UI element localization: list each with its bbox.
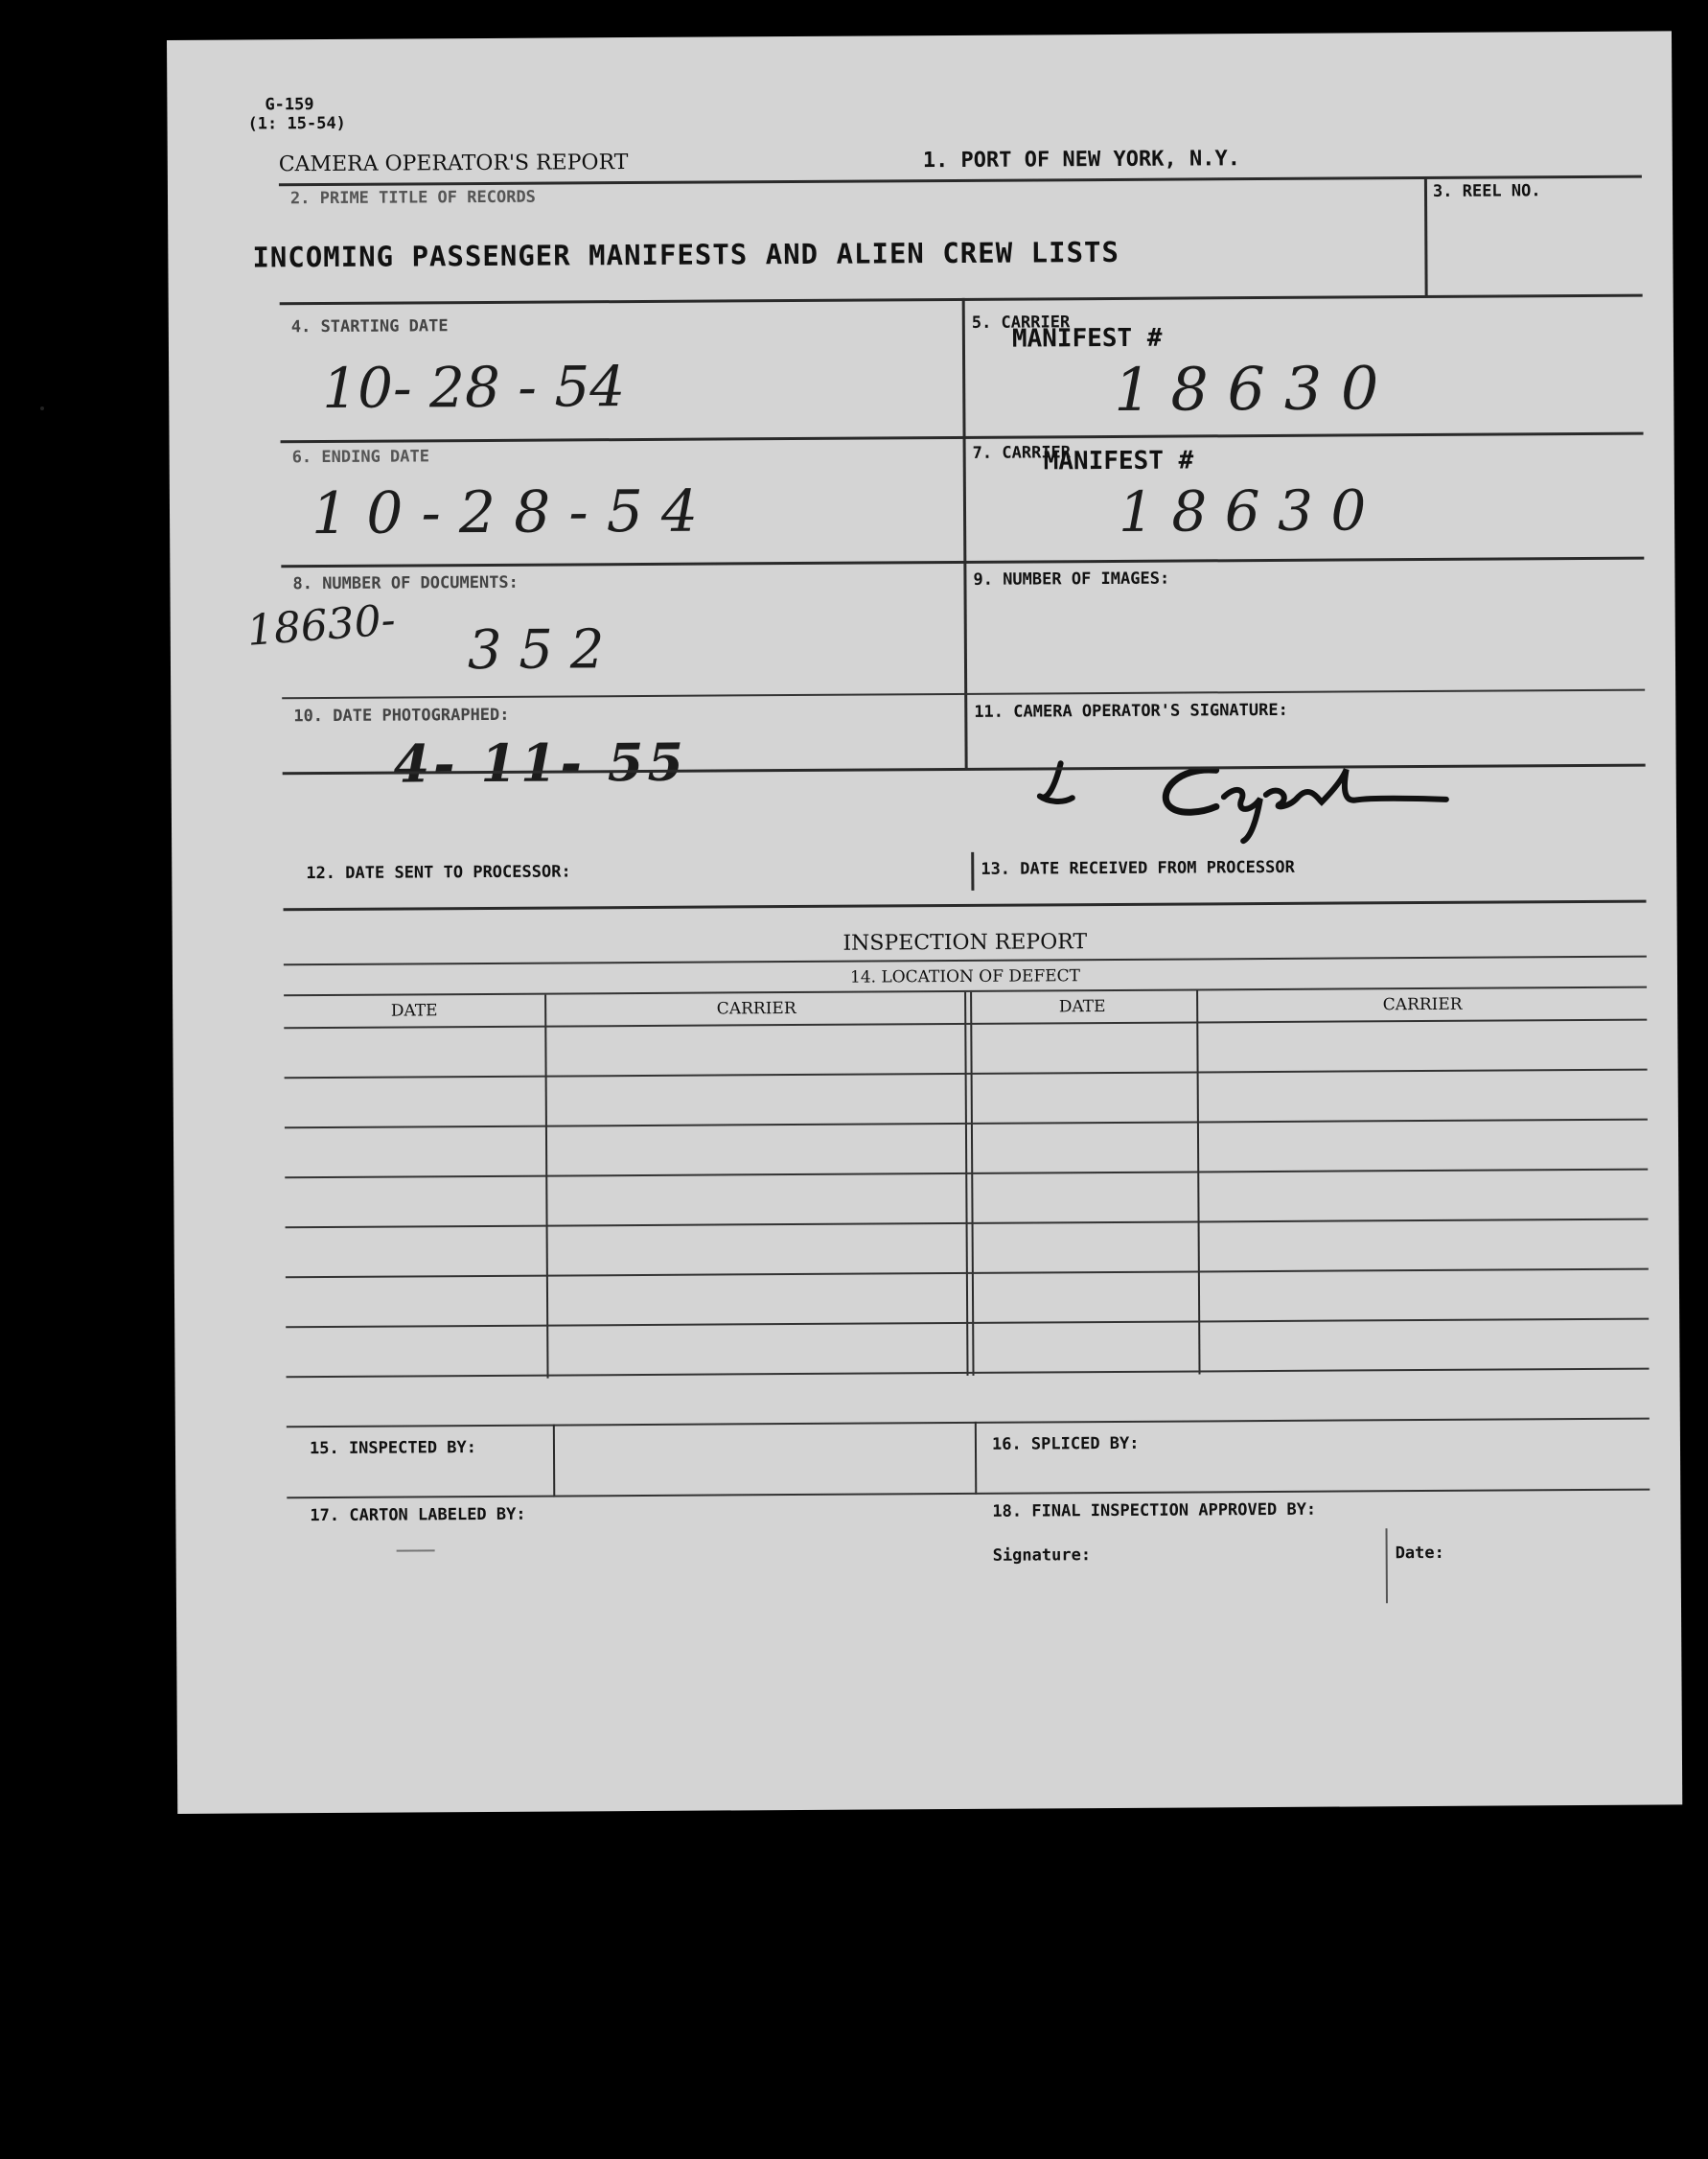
inspected-by-label: 15. INSPECTED BY: [309,1438,477,1459]
number-of-documents-prefix: 18630- [245,595,398,656]
carton-labeled-by-label: 17. CARTON LABELED BY: [310,1504,526,1526]
rule [970,992,974,1376]
date-sent-label: 12. DATE SENT TO PROCESSOR: [306,862,571,884]
table-row [287,1418,1650,1428]
spliced-by-label: 16. SPLICED BY: [991,1433,1140,1454]
records-title-label: 2. PRIME TITLE OF RECORDS [289,187,536,209]
col-header-date-1: DATE [390,1001,438,1021]
manifest-stamp-5: MANIFEST # [1011,323,1163,354]
starting-date-value: 10- 28 - 54 [322,354,626,422]
ending-date-label: 6. ENDING DATE [291,447,430,468]
rule [553,1425,555,1497]
rule [544,995,548,1379]
rule [1196,990,1200,1374]
signature-label: Signature: [992,1545,1092,1566]
rule [280,294,1643,306]
rule [1386,1528,1388,1603]
form-number: G-159 [265,95,314,115]
form-title: CAMERA OPERATOR'S REPORT [278,151,629,177]
col-header-date-2: DATE [1058,997,1106,1017]
scan-speck [40,406,44,410]
rule [1424,176,1428,296]
reel-no-label: 3. REEL NO. [1432,181,1541,201]
manifest-stamp-7: MANIFEST # [1043,446,1194,476]
form-sheet [167,31,1682,1814]
carrier-7-label: 7. CARRIER [972,443,1072,463]
carrier-5-value: 1 8 6 3 0 [1114,353,1379,425]
rule [287,1489,1650,1499]
final-inspection-label: 18. FINAL INSPECTION APPROVED BY: [992,1499,1317,1521]
inspection-report-title: INSPECTION REPORT [842,930,1088,956]
col-header-carrier-1: CARRIER [716,999,796,1019]
col-header-carrier-2: CARRIER [1382,994,1463,1015]
rule [284,900,1647,912]
rule [971,852,974,891]
port-field: 1. PORT OF NEW YORK, N.Y. [922,147,1240,174]
rule [964,992,968,1376]
date-photographed-label: 10. DATE PHOTOGRAPHED: [293,705,510,727]
rule [962,298,968,770]
operator-signature-label: 11. CAMERA OPERATOR'S SIGNATURE: [974,700,1288,722]
date-received-label: 13. DATE RECEIVED FROM PROCESSOR [981,857,1295,879]
ending-date-value: 1 0 - 2 8 - 5 4 [311,477,699,548]
rule [975,1422,977,1495]
carrier-7-value: 1 8 6 3 0 [1118,477,1367,545]
form-date: (1: 15-54) [247,113,346,134]
number-of-images-label: 9. NUMBER OF IMAGES: [973,569,1170,590]
carrier-5-label: 5. CARRIER [971,313,1071,333]
date-photographed-value: 4- 11- 55 [393,731,688,795]
date-label: Date: [1395,1543,1444,1564]
starting-date-label: 4. STARTING DATE [290,316,449,337]
rule [397,1549,435,1551]
records-title-value: INCOMING PASSENGER MANIFESTS AND ALIEN CREW LISTS [252,235,1119,274]
operator-signature-mark [1033,739,1533,847]
number-of-documents-value: 3 5 2 [467,618,605,683]
number-of-documents-label: 8. NUMBER OF DOCUMENTS: [292,572,519,594]
location-of-defect-label: 14. LOCATION OF DEFECT [849,966,1081,987]
